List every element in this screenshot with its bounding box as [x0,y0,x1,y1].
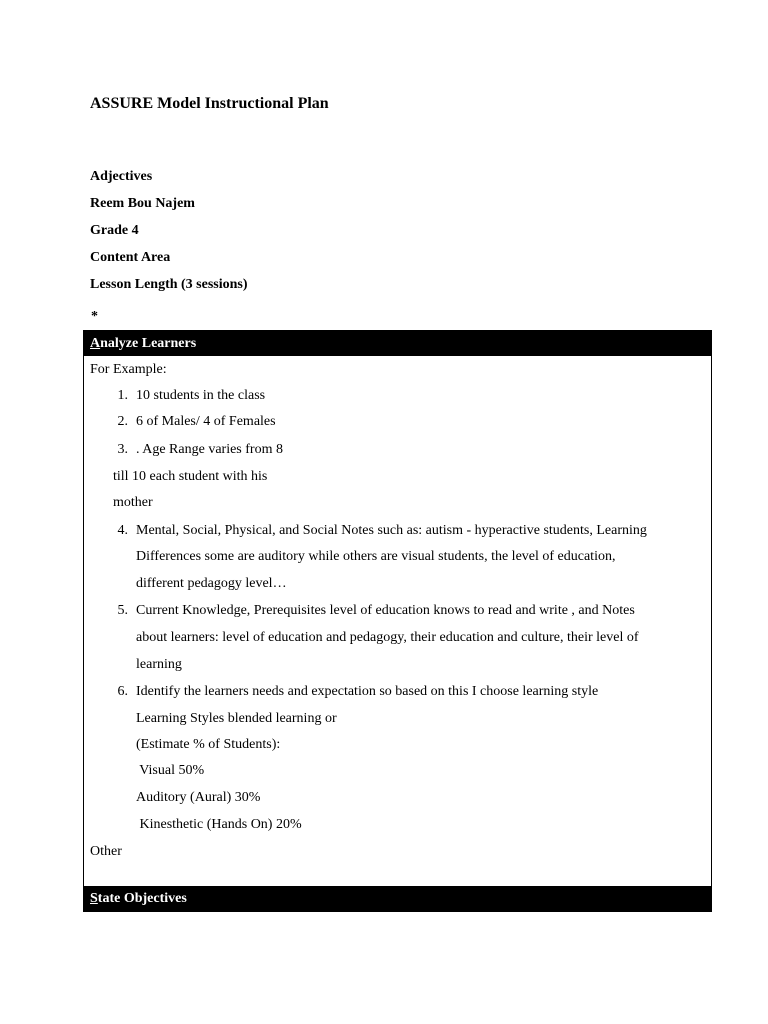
list-item: Current Knowledge, Prerequisites level of education knows to read and write , and Notes [136,603,635,618]
meta-lesson-length: Lesson Length (3 sessions) [90,277,248,292]
list-item-continuation: till 10 each student with his [113,469,268,484]
analyze-heading-rest: nalyze Learners [100,336,197,351]
list-item-line: different pedagogy level… [136,576,287,591]
analyze-heading-initial: A [90,336,101,351]
list-item: Identify the learners needs and expectation so based on this I choose learning style [136,684,599,699]
lesson-meta [90,168,248,303]
learning-style-visual: Visual 50% [136,763,205,778]
state-heading-rest: tate Objectives [97,891,187,906]
meta-content-area: Content Area [90,250,171,265]
list-item-number: 6. [117,684,128,699]
list-item: Mental, Social, Physical, and Social Notes such as: autism - hyperactive students, Learning [136,523,647,538]
list-item: . Age Range varies from 8 [136,442,283,457]
document-title: ASSURE Model Instructional Plan [90,95,329,112]
other-label: Other [90,844,122,859]
list-item-number: 1. [117,388,128,403]
state-objectives-heading [84,886,711,911]
meta-topic: Adjectives [90,169,153,184]
state-heading-initial: S [90,891,98,906]
meta-grade: Grade 4 [90,223,139,238]
list-item-line: Learning Styles blended learning or [136,711,337,726]
list-item-line: about learners: level of education and pedagogy, their education and culture, their level of [136,630,639,645]
asterisk-marker: * [91,309,98,324]
list-item-number: 4. [117,523,128,538]
analyze-learners-body [84,356,711,886]
list-item: 6 of Males/ 4 of Females [136,414,276,429]
list-item-number: 5. [117,603,128,618]
list-item-line: (Estimate % of Students): [136,737,281,752]
list-item-number: 2. [117,414,128,429]
list-item-line: Differences some are auditory while others are visual students, the level of education, [136,549,616,564]
list-item: 10 students in the class [136,388,266,403]
intro-text: For Example: [90,362,167,377]
meta-teacher: Reem Bou Najem [90,196,195,211]
list-item-number: 3. [117,442,128,457]
learning-style-auditory: Auditory (Aural) 30% [136,790,261,805]
list-item-continuation: mother [113,495,153,510]
list-item-line: learning [136,657,182,672]
assure-table [83,330,712,912]
learning-style-kinesthetic: Kinesthetic (Hands On) 20% [136,817,302,832]
analyze-learners-heading [84,331,711,356]
